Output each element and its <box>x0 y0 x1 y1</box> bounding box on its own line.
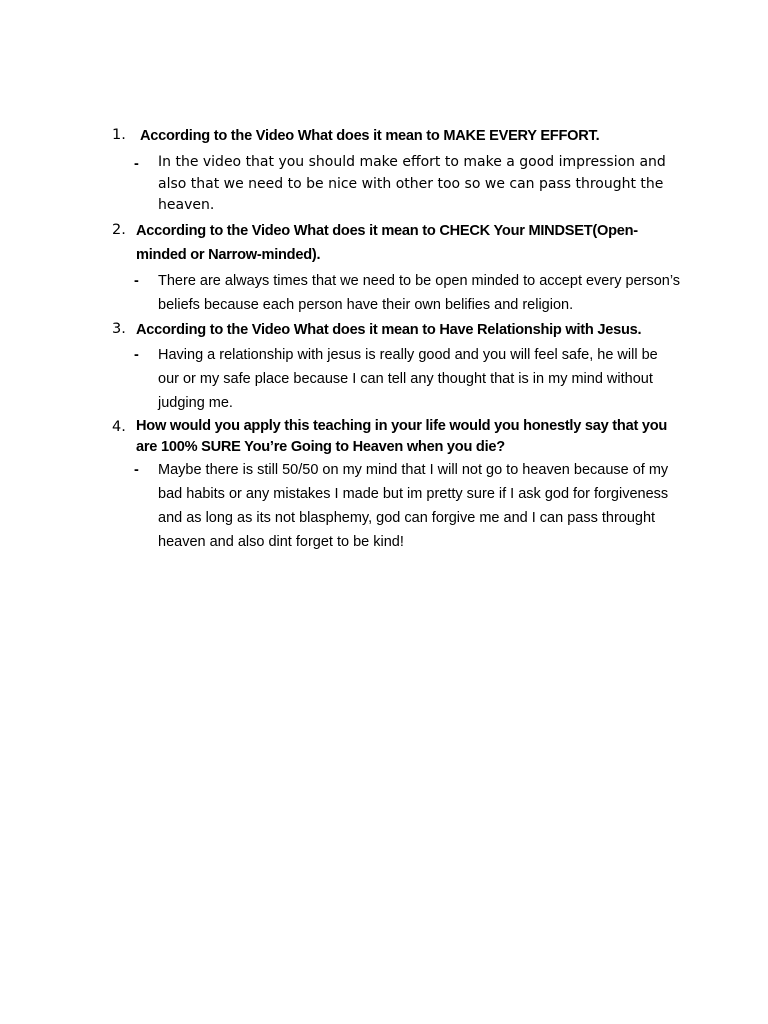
question-text: According to the Video What does it mean to MAKE EVERY EFFORT. <box>140 128 600 144</box>
answer-item-1 <box>134 152 682 217</box>
answer-text: Having a relationship with jesus is really good and you will feel safe, he will be our or my safe place because I can tell any thought that is in my mind without judging me. <box>158 346 658 411</box>
question-item-3 <box>112 318 682 342</box>
question-number: 1. <box>112 127 126 143</box>
question-item-1 <box>112 124 682 148</box>
question-item-4 <box>112 416 682 458</box>
question-text: According to the Video What does it mean to Have Relationship with Jesus. <box>136 321 642 338</box>
answer-item-2 <box>134 269 682 317</box>
question-item-2 <box>112 219 682 267</box>
answer-bullet: - <box>134 272 139 289</box>
answer-text: In the video that you should make effort to make a good impression and also that we need to be nice with other too so we can pass throught the heaven. <box>158 154 666 213</box>
answer-text: There are always times that we need to be open minded to accept every person’s beliefs because each person have their own belifies and religion. <box>158 272 681 313</box>
answer-bullet: - <box>134 461 139 478</box>
answer-bullet: - <box>134 156 139 172</box>
question-number: 4. <box>112 418 126 435</box>
answer-item-3 <box>134 343 682 415</box>
question-number: 2. <box>112 221 126 238</box>
answer-bullet: - <box>134 346 139 363</box>
question-text: According to the Video What does it mean to CHECK Your MINDSET(Open-minded or Narrow-minded). <box>136 222 638 263</box>
question-text: How would you apply this teaching in your life would you honestly say that you are 100% SURE You’re Going to Heaven when you die? <box>136 417 668 455</box>
answer-text: Maybe there is still 50/50 on my mind that I will not go to heaven because of my bad habits or any mistakes I made but im pretty sure if I ask god for forgiveness and as long as its not blasphemy, god can forgive me and I can pass throught heaven and also dint forget to be kind! <box>158 461 669 550</box>
answer-item-4 <box>134 458 682 554</box>
question-number: 3. <box>112 320 126 337</box>
question-list <box>112 124 682 554</box>
